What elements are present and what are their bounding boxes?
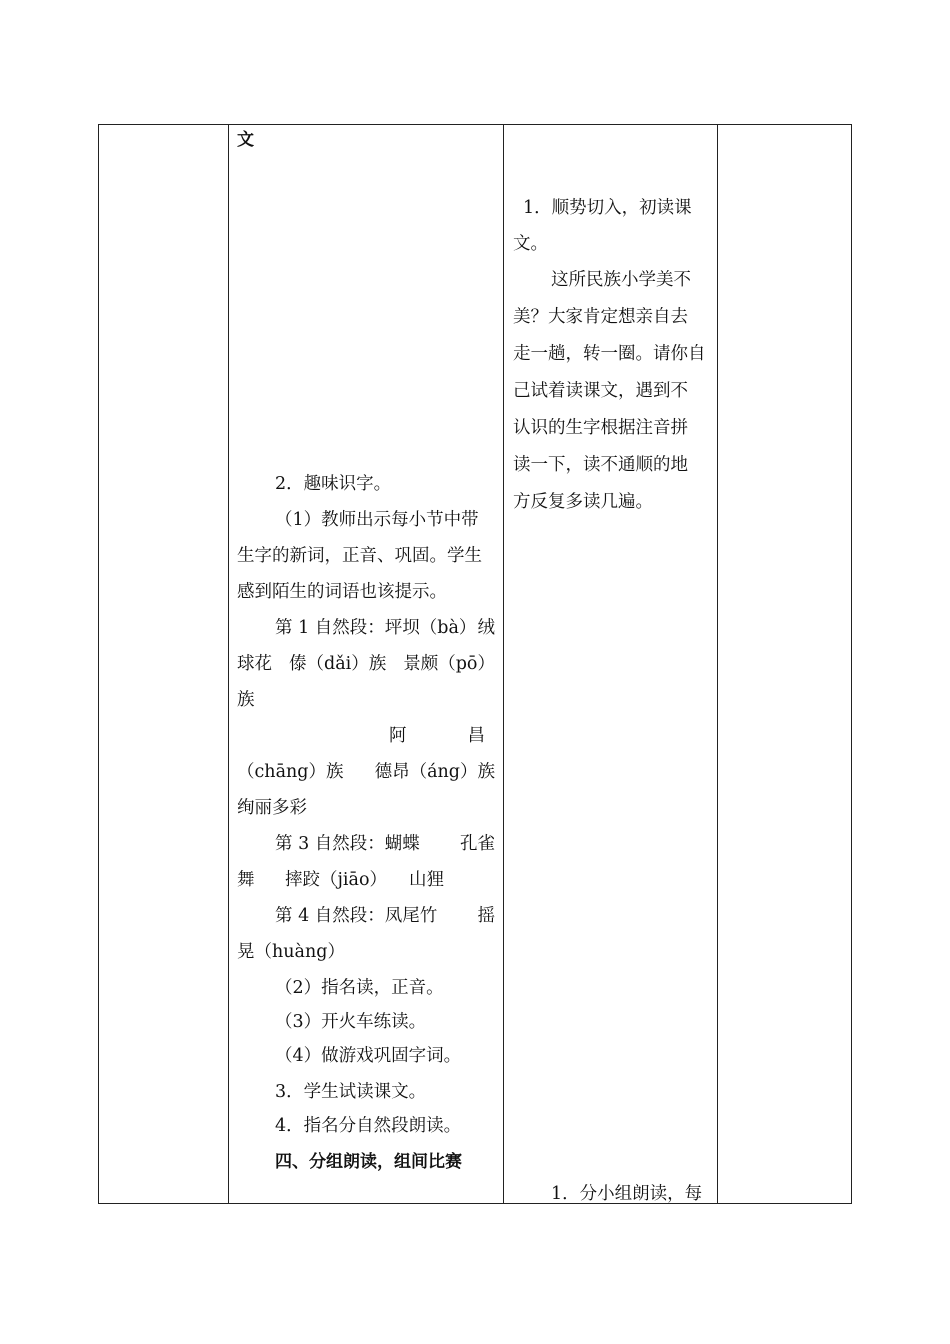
intent-line: 走一趟，转一圈。请你自 <box>513 344 706 364</box>
vocab-line <box>237 725 495 747</box>
activity-line: （4）做游戏巩固字词。 <box>275 1046 462 1066</box>
intent-bottom-line: 1．分小组朗读，每 <box>551 1184 703 1204</box>
vocab-line: 晃（huàng） <box>237 942 345 962</box>
column-divider <box>717 125 718 1203</box>
vocab-text: 第 4 自然段：凤尾竹 <box>275 906 438 926</box>
heading-tail: 文 <box>237 130 254 150</box>
vocab-text: 球花 <box>237 654 272 674</box>
vocab-text: 摔跤（jiāo） <box>285 870 387 890</box>
paragraph-line: 生字的新词，正音、巩固。学生 <box>237 546 482 566</box>
intent-step-1: 1．顺势切入，初读课 <box>523 198 692 218</box>
vocab-text: 第 1 自然段：坪坝（bà） <box>275 618 477 638</box>
vocab-text: 傣（dǎi）族 <box>289 654 387 674</box>
design-intent-cell <box>513 125 709 1203</box>
vocab-line <box>237 905 495 927</box>
intent-line: 读一下，读不通顺的地 <box>513 455 688 475</box>
vocab-line <box>237 617 495 639</box>
step-3: 3．学生试读课文。 <box>275 1082 427 1102</box>
step-4: 4．指名分自然段朗读。 <box>275 1116 462 1136</box>
vocab-line: 绚丽多彩 <box>237 798 307 818</box>
vocab-text: 绒 <box>477 618 495 638</box>
activity-line: （3）开火车练读。 <box>275 1012 427 1032</box>
intent-line: 文。 <box>513 234 548 254</box>
section-4-heading: 四、分组朗读，组间比赛 <box>275 1152 462 1172</box>
vocab-text: 舞 <box>237 870 255 890</box>
intent-line: 方反复多读几遍。 <box>513 492 653 512</box>
vocab-text: 摇 <box>477 906 495 926</box>
vocab-text: 第 3 自然段：蝴蝶 <box>275 834 420 854</box>
vocab-text: 阿 <box>389 726 407 746</box>
vocab-text: 孔雀 <box>460 834 495 854</box>
teaching-process-cell <box>237 125 495 1203</box>
vocab-line <box>237 833 495 855</box>
intent-line: 己试着读课文，遇到不 <box>513 381 688 401</box>
vocab-line <box>237 869 495 891</box>
vocab-text: 山狸 <box>409 870 444 890</box>
vocab-text: 昌 <box>467 726 485 746</box>
lesson-plan-table <box>98 124 852 1204</box>
intent-line: 认识的生字根据注音拼 <box>513 418 688 438</box>
vocab-line: 族 <box>237 690 255 710</box>
vocab-line <box>237 653 495 675</box>
column-divider <box>503 125 504 1203</box>
vocab-text: 德昂（áng）族 <box>374 762 495 782</box>
intent-line: 这所民族小学美不 <box>551 270 691 290</box>
vocab-text: 景颇（pō） <box>403 654 495 674</box>
paragraph-line: 感到陌生的词语也该提示。 <box>237 582 447 602</box>
activity-line: （2）指名读，正音。 <box>275 978 444 998</box>
vocab-text: （chāng）族 <box>237 762 344 782</box>
column-divider <box>228 125 229 1203</box>
paragraph-line: （1）教师出示每小节中带 <box>275 510 479 530</box>
vocab-line <box>237 761 495 783</box>
intent-line: 美？大家肯定想亲自去 <box>513 307 688 327</box>
step-2: 2．趣味识字。 <box>275 474 392 494</box>
